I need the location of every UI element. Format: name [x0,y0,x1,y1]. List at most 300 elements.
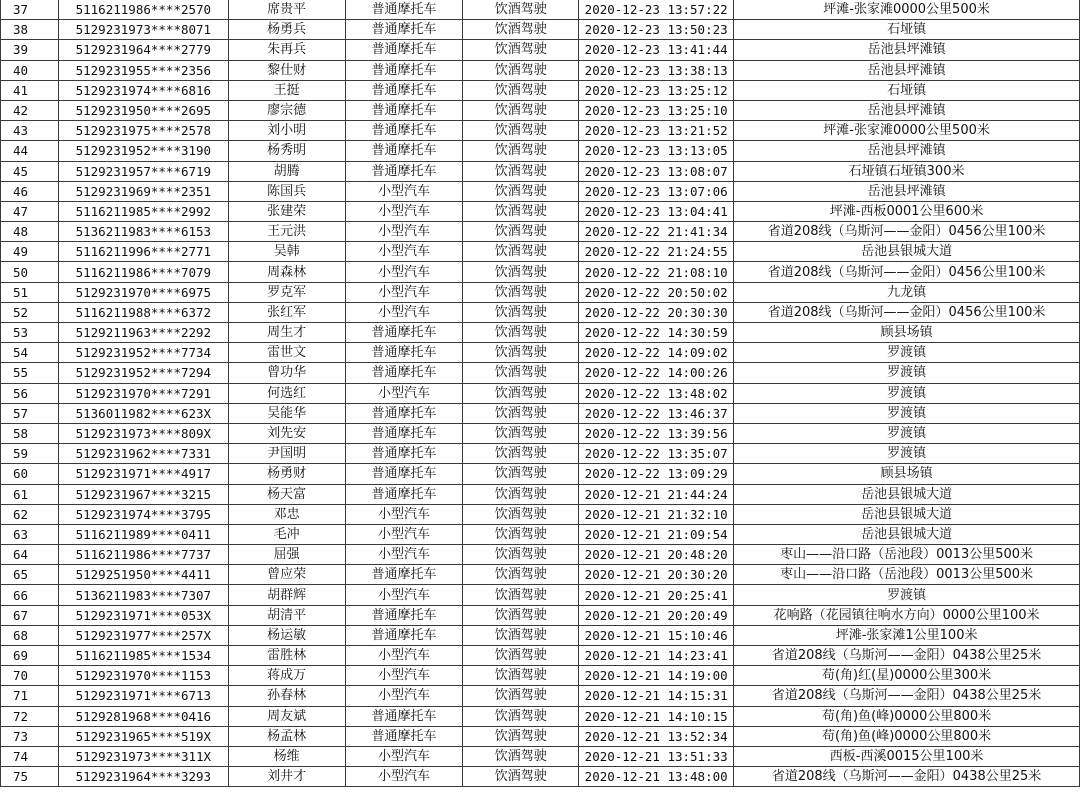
driver-name: 周森林 [228,262,345,282]
vehicle-type: 普通摩托车 [345,0,463,20]
table-row [1,484,1080,504]
id-number: 5129231967****3215 [58,484,228,504]
violation-type: 饮酒驾驶 [463,625,579,645]
vehicle-type: 普通摩托车 [345,403,463,423]
vehicle-type: 普通摩托车 [345,20,463,40]
violation-time: 2020-12-22 21:24:55 [579,242,734,262]
violation-type: 饮酒驾驶 [463,201,579,221]
violation-time: 2020-12-21 14:15:31 [579,686,734,706]
row-number: 46 [1,181,59,201]
violation-type: 饮酒驾驶 [463,646,579,666]
table-row [1,302,1080,322]
violation-time: 2020-12-22 13:48:02 [579,383,734,403]
driver-name: 陈国兵 [228,181,345,201]
row-number: 64 [1,545,59,565]
violation-location: 罗渡镇 [734,423,1080,443]
vehicle-type: 小型汽车 [345,201,463,221]
id-number: 5129231964****3293 [58,767,228,787]
violation-location: 岳池县坪滩镇 [734,60,1080,80]
driver-name: 杨勇财 [228,464,345,484]
table-row [1,545,1080,565]
driver-name: 曾应荣 [228,565,345,585]
vehicle-type: 普通摩托车 [345,565,463,585]
violation-location: 枣山——沿口路（岳池段）0013公里500米 [734,545,1080,565]
violation-type: 饮酒驾驶 [463,40,579,60]
violation-time: 2020-12-22 21:08:10 [579,262,734,282]
violation-location: 九龙镇 [734,282,1080,302]
violation-time: 2020-12-21 20:25:41 [579,585,734,605]
id-number: 5129231971****6713 [58,686,228,706]
violation-location: 罗渡镇 [734,444,1080,464]
row-number: 42 [1,100,59,120]
table-row [1,524,1080,544]
violation-time: 2020-12-23 13:25:12 [579,80,734,100]
vehicle-type: 小型汽车 [345,545,463,565]
table-row [1,0,1080,20]
row-number: 55 [1,363,59,383]
table-row [1,423,1080,443]
id-number: 5129231974****3795 [58,504,228,524]
vehicle-type: 小型汽车 [345,262,463,282]
id-number: 5129231971****4917 [58,464,228,484]
violation-type: 饮酒驾驶 [463,565,579,585]
driver-name: 胡清平 [228,605,345,625]
violation-time: 2020-12-23 13:04:41 [579,201,734,221]
row-number: 47 [1,201,59,221]
violation-type: 饮酒驾驶 [463,524,579,544]
vehicle-type: 普通摩托车 [345,706,463,726]
id-number: 5129231969****2351 [58,181,228,201]
violation-time: 2020-12-21 20:20:49 [579,605,734,625]
vehicle-type: 小型汽车 [345,524,463,544]
violation-type: 饮酒驾驶 [463,484,579,504]
violation-type: 饮酒驾驶 [463,585,579,605]
driver-name: 黎仕财 [228,60,345,80]
violation-type: 饮酒驾驶 [463,343,579,363]
vehicle-type: 普通摩托车 [345,40,463,60]
table-row [1,242,1080,262]
row-number: 70 [1,666,59,686]
violation-time: 2020-12-23 13:41:44 [579,40,734,60]
id-number: 5129281968****0416 [58,706,228,726]
violation-location: 省道208线（乌斯河——金阳）0438公里25米 [734,767,1080,787]
driver-name: 周生才 [228,323,345,343]
violation-location: 罗渡镇 [734,343,1080,363]
violation-type: 饮酒驾驶 [463,141,579,161]
row-number: 45 [1,161,59,181]
row-number: 73 [1,726,59,746]
violation-time: 2020-12-23 13:50:23 [579,20,734,40]
driver-name: 席贵平 [228,0,345,20]
driver-name: 张建荣 [228,201,345,221]
table-row [1,625,1080,645]
row-number: 67 [1,605,59,625]
vehicle-type: 小型汽车 [345,242,463,262]
row-number: 43 [1,121,59,141]
violation-location: 苟(角)红(星)0000公里300米 [734,666,1080,686]
violation-type: 饮酒驾驶 [463,403,579,423]
driver-name: 杨孟林 [228,726,345,746]
vehicle-type: 普通摩托车 [345,363,463,383]
violation-type: 饮酒驾驶 [463,444,579,464]
row-number: 71 [1,686,59,706]
row-number: 49 [1,242,59,262]
row-number: 74 [1,746,59,766]
violation-time: 2020-12-22 13:35:07 [579,444,734,464]
row-number: 53 [1,323,59,343]
driver-name: 曾功华 [228,363,345,383]
violation-time: 2020-12-23 13:07:06 [579,181,734,201]
id-number: 5129231955****2356 [58,60,228,80]
row-number: 75 [1,767,59,787]
row-number: 56 [1,383,59,403]
violation-type: 饮酒驾驶 [463,242,579,262]
vehicle-type: 普通摩托车 [345,121,463,141]
violation-type: 饮酒驾驶 [463,383,579,403]
id-number: 5129231975****2578 [58,121,228,141]
id-number: 5129231962****7331 [58,444,228,464]
driver-name: 胡腾 [228,161,345,181]
vehicle-type: 普通摩托车 [345,484,463,504]
vehicle-type: 小型汽车 [345,181,463,201]
vehicle-type: 小型汽车 [345,646,463,666]
violation-type: 饮酒驾驶 [463,161,579,181]
violation-time: 2020-12-22 14:09:02 [579,343,734,363]
violation-time: 2020-12-21 13:48:00 [579,767,734,787]
vehicle-type: 小型汽车 [345,383,463,403]
row-number: 61 [1,484,59,504]
vehicle-type: 小型汽车 [345,585,463,605]
table-row [1,726,1080,746]
row-number: 41 [1,80,59,100]
row-number: 40 [1,60,59,80]
id-number: 5129231952****3190 [58,141,228,161]
id-number: 5129231970****6975 [58,282,228,302]
row-number: 38 [1,20,59,40]
violation-location: 罗渡镇 [734,403,1080,423]
driver-name: 杨秀明 [228,141,345,161]
driver-name: 刘先安 [228,423,345,443]
violation-type: 饮酒驾驶 [463,545,579,565]
id-number: 5129231970****7291 [58,383,228,403]
driver-name: 廖宗德 [228,100,345,120]
table-row [1,666,1080,686]
violation-type: 饮酒驾驶 [463,0,579,20]
violation-time: 2020-12-21 13:51:33 [579,746,734,766]
table-row [1,20,1080,40]
row-number: 66 [1,585,59,605]
vehicle-type: 普通摩托车 [345,605,463,625]
table-row [1,181,1080,201]
violation-location: 省道208线（乌斯河——金阳）0456公里100米 [734,302,1080,322]
violation-location: 石垭镇石垭镇300米 [734,161,1080,181]
table-row [1,141,1080,161]
row-number: 37 [1,0,59,20]
violation-location: 枣山——沿口路（岳池段）0013公里500米 [734,565,1080,585]
table-row [1,262,1080,282]
driver-name: 何选红 [228,383,345,403]
violation-time: 2020-12-21 14:10:15 [579,706,734,726]
driver-name: 屈强 [228,545,345,565]
table-row [1,565,1080,585]
id-number: 5129251950****4411 [58,565,228,585]
table-row [1,282,1080,302]
table-row [1,201,1080,221]
table-row [1,363,1080,383]
violation-type: 饮酒驾驶 [463,282,579,302]
vehicle-type: 小型汽车 [345,767,463,787]
violation-time: 2020-12-21 14:19:00 [579,666,734,686]
vehicle-type: 小型汽车 [345,282,463,302]
table-row [1,40,1080,60]
table-row [1,686,1080,706]
driver-name: 雷世文 [228,343,345,363]
violation-location: 岳池县银城大道 [734,242,1080,262]
driver-name: 朱再兵 [228,40,345,60]
row-number: 52 [1,302,59,322]
id-number: 5129231952****7294 [58,363,228,383]
violation-time: 2020-12-21 21:09:54 [579,524,734,544]
violation-location: 岳池县银城大道 [734,524,1080,544]
violation-location: 顾县场镇 [734,464,1080,484]
id-number: 5116211985****2992 [58,201,228,221]
violation-time: 2020-12-21 13:52:34 [579,726,734,746]
violation-location: 苟(角)鱼(峰)0000公里800米 [734,726,1080,746]
violation-time: 2020-12-21 21:44:24 [579,484,734,504]
violation-location: 花响路（花园镇往响水方向）0000公里100米 [734,605,1080,625]
id-number: 5129231977****257X [58,625,228,645]
driver-name: 杨运敏 [228,625,345,645]
violation-location: 省道208线（乌斯河——金阳）0438公里25米 [734,646,1080,666]
driver-name: 尹国明 [228,444,345,464]
violation-location: 顾县场镇 [734,323,1080,343]
violation-type: 饮酒驾驶 [463,222,579,242]
violation-location: 坪滩-张家滩1公里100米 [734,625,1080,645]
violation-time: 2020-12-21 15:10:46 [579,625,734,645]
driver-name: 蒋成万 [228,666,345,686]
violation-location: 苟(角)鱼(峰)0000公里800米 [734,706,1080,726]
vehicle-type: 小型汽车 [345,302,463,322]
violation-type: 饮酒驾驶 [463,423,579,443]
violation-time: 2020-12-22 21:41:34 [579,222,734,242]
violation-time: 2020-12-23 13:38:13 [579,60,734,80]
id-number: 5116211986****2570 [58,0,228,20]
violation-type: 饮酒驾驶 [463,363,579,383]
id-number: 5116211996****2771 [58,242,228,262]
violation-type: 饮酒驾驶 [463,181,579,201]
table-row [1,646,1080,666]
violation-time: 2020-12-21 14:23:41 [579,646,734,666]
violation-type: 饮酒驾驶 [463,706,579,726]
row-number: 59 [1,444,59,464]
vehicle-type: 小型汽车 [345,222,463,242]
violation-location: 岳池县银城大道 [734,504,1080,524]
id-number: 5129231970****1153 [58,666,228,686]
table-row [1,706,1080,726]
driver-name: 刘小明 [228,121,345,141]
table-row [1,100,1080,120]
row-number: 62 [1,504,59,524]
id-number: 5129231973****311X [58,746,228,766]
row-number: 51 [1,282,59,302]
violation-type: 饮酒驾驶 [463,686,579,706]
violation-location: 岳池县坪滩镇 [734,181,1080,201]
vehicle-type: 普通摩托车 [345,60,463,80]
driver-name: 杨天富 [228,484,345,504]
table-row [1,504,1080,524]
table-row [1,323,1080,343]
id-number: 5129231973****8071 [58,20,228,40]
table-row [1,222,1080,242]
vehicle-type: 普通摩托车 [345,100,463,120]
violation-type: 饮酒驾驶 [463,605,579,625]
violation-type: 饮酒驾驶 [463,302,579,322]
row-number: 69 [1,646,59,666]
driver-name: 雷胜林 [228,646,345,666]
vehicle-type: 普通摩托车 [345,80,463,100]
driver-name: 杨维 [228,746,345,766]
driver-name: 杨勇兵 [228,20,345,40]
violation-time: 2020-12-22 13:46:37 [579,403,734,423]
row-number: 54 [1,343,59,363]
vehicle-type: 小型汽车 [345,746,463,766]
id-number: 5129231964****2779 [58,40,228,60]
id-number: 5129231952****7734 [58,343,228,363]
violation-time: 2020-12-23 13:08:07 [579,161,734,181]
id-number: 5129231973****809X [58,423,228,443]
violation-type: 饮酒驾驶 [463,726,579,746]
row-number: 50 [1,262,59,282]
driver-name: 毛冲 [228,524,345,544]
driver-name: 邓忠 [228,504,345,524]
violation-time: 2020-12-21 21:32:10 [579,504,734,524]
violation-location: 石垭镇 [734,20,1080,40]
row-number: 68 [1,625,59,645]
id-number: 5116211986****7737 [58,545,228,565]
violation-type: 饮酒驾驶 [463,504,579,524]
id-number: 5116211986****7079 [58,262,228,282]
violation-time: 2020-12-23 13:57:22 [579,0,734,20]
driver-name: 张红军 [228,302,345,322]
driver-name: 王挺 [228,80,345,100]
row-number: 72 [1,706,59,726]
violation-location: 坪滩-西板0001公里600米 [734,201,1080,221]
vehicle-type: 小型汽车 [345,504,463,524]
id-number: 5129211963****2292 [58,323,228,343]
id-number: 5136011982****623X [58,403,228,423]
violation-type: 饮酒驾驶 [463,80,579,100]
violation-location: 石垭镇 [734,80,1080,100]
violation-type: 饮酒驾驶 [463,666,579,686]
row-number: 63 [1,524,59,544]
violation-time: 2020-12-22 14:30:59 [579,323,734,343]
driver-name: 吴能华 [228,403,345,423]
violation-time: 2020-12-23 13:25:10 [579,100,734,120]
vehicle-type: 普通摩托车 [345,464,463,484]
violation-time: 2020-12-22 13:09:29 [579,464,734,484]
vehicle-type: 普通摩托车 [345,161,463,181]
vehicle-type: 普通摩托车 [345,444,463,464]
violation-time: 2020-12-22 20:50:02 [579,282,734,302]
table-row [1,605,1080,625]
table-row [1,767,1080,787]
violation-location: 岳池县坪滩镇 [734,100,1080,120]
violation-time: 2020-12-22 20:30:30 [579,302,734,322]
table-row [1,161,1080,181]
violation-location: 省道208线（乌斯河——金阳）0438公里25米 [734,686,1080,706]
table-body [1,0,1080,787]
table-row [1,80,1080,100]
violation-time: 2020-12-21 20:30:20 [579,565,734,585]
violation-type: 饮酒驾驶 [463,464,579,484]
row-number: 44 [1,141,59,161]
id-number: 5129231965****519X [58,726,228,746]
row-number: 65 [1,565,59,585]
id-number: 5129231950****2695 [58,100,228,120]
violation-location: 省道208线（乌斯河——金阳）0456公里100米 [734,262,1080,282]
violation-type: 饮酒驾驶 [463,262,579,282]
violation-time: 2020-12-23 13:21:52 [579,121,734,141]
violation-time: 2020-12-22 14:00:26 [579,363,734,383]
id-number: 5129231974****6816 [58,80,228,100]
violation-time: 2020-12-22 13:39:56 [579,423,734,443]
violation-type: 饮酒驾驶 [463,121,579,141]
violation-location: 罗渡镇 [734,585,1080,605]
violation-location: 坪滩-张家滩0000公里500米 [734,0,1080,20]
table-row [1,464,1080,484]
table-row [1,746,1080,766]
vehicle-type: 普通摩托车 [345,423,463,443]
table-row [1,60,1080,80]
violation-location: 省道208线（乌斯河——金阳）0456公里100米 [734,222,1080,242]
table-row [1,444,1080,464]
violation-type: 饮酒驾驶 [463,746,579,766]
id-number: 5136211983****6153 [58,222,228,242]
violation-time: 2020-12-21 20:48:20 [579,545,734,565]
table-row [1,121,1080,141]
driver-name: 吴韩 [228,242,345,262]
violation-location: 西板-西溪0015公里100米 [734,746,1080,766]
violation-type: 饮酒驾驶 [463,323,579,343]
row-number: 57 [1,403,59,423]
row-number: 48 [1,222,59,242]
row-number: 39 [1,40,59,60]
id-number: 5116211989****0411 [58,524,228,544]
driver-name: 周友斌 [228,706,345,726]
violation-location: 岳池县银城大道 [734,484,1080,504]
driver-name: 胡群辉 [228,585,345,605]
id-number: 5116211985****1534 [58,646,228,666]
id-number: 5129231957****6719 [58,161,228,181]
vehicle-type: 小型汽车 [345,686,463,706]
violation-location: 岳池县坪滩镇 [734,141,1080,161]
vehicle-type: 普通摩托车 [345,625,463,645]
id-number: 5136211983****7307 [58,585,228,605]
table-row [1,343,1080,363]
vehicle-type: 普通摩托车 [345,323,463,343]
id-number: 5116211988****6372 [58,302,228,322]
table-row [1,403,1080,423]
row-number: 58 [1,423,59,443]
violation-time: 2020-12-23 13:13:05 [579,141,734,161]
vehicle-type: 普通摩托车 [345,343,463,363]
table-row [1,585,1080,605]
violation-type: 饮酒驾驶 [463,20,579,40]
driver-name: 罗克军 [228,282,345,302]
vehicle-type: 普通摩托车 [345,141,463,161]
violation-location: 岳池县坪滩镇 [734,40,1080,60]
table-row [1,383,1080,403]
